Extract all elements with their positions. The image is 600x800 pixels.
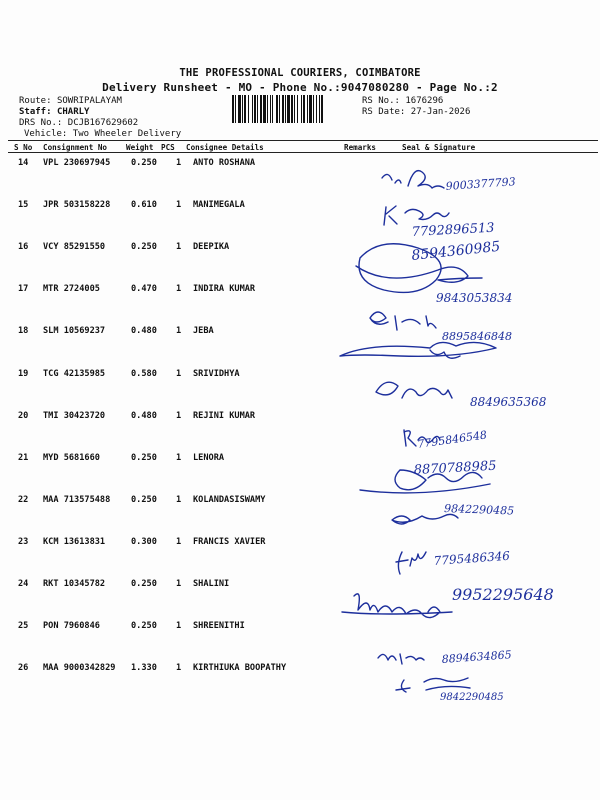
row-sno: 26 — [18, 663, 29, 674]
staff-value: CHARLY — [56, 107, 90, 117]
table-row — [0, 663, 600, 705]
vehicle-value: Two Wheeler Delivery — [72, 129, 182, 139]
handwritten-phone-number: 9003377793 — [445, 175, 517, 193]
row-sno: 23 — [18, 536, 29, 547]
row-sno: 17 — [18, 284, 29, 295]
rs-no-label: RS No.: — [362, 96, 400, 106]
row-consignment-no: PON 7960846 — [43, 621, 100, 632]
handwritten-phone-number: 9842290485 — [440, 692, 504, 703]
row-pcs: 1 — [176, 368, 182, 379]
row-consignee-name: MANIMEGALA — [193, 200, 245, 211]
row-pcs: 1 — [176, 410, 182, 421]
row-sno: 15 — [18, 200, 29, 211]
col-sno: S No — [14, 143, 33, 152]
handwritten-phone-number: 8594360985 — [410, 238, 502, 264]
vehicle-line — [24, 129, 181, 139]
row-sno: 21 — [18, 452, 29, 463]
handwritten-phone-number: 7792896513 — [411, 220, 495, 240]
row-sno: 19 — [18, 368, 29, 379]
row-pcs: 1 — [176, 494, 182, 505]
route-label: Route: — [19, 96, 52, 106]
row-pcs: 1 — [176, 536, 182, 547]
table-row — [0, 326, 600, 368]
row-consignee-name: KOLANDASISWAMY — [193, 494, 266, 505]
runsheet-subtitle: Delivery Runsheet - MO - Phone No.:9047080280 - Page No.:2 — [102, 81, 498, 94]
row-pcs: 1 — [176, 284, 182, 295]
row-consignee-name: JEBA — [193, 326, 214, 337]
row-sno: 16 — [18, 242, 29, 253]
row-consignee-name: SRIVIDHYA — [193, 368, 240, 379]
handwritten-phone-number: 7795486346 — [433, 548, 511, 568]
handwritten-phone-number: 9843053834 — [436, 291, 513, 305]
route-value: SOWRIPALAYAM — [56, 96, 122, 106]
header-bottom-rule — [8, 152, 598, 153]
rs-no-line — [362, 96, 443, 106]
drs-line — [19, 118, 138, 128]
row-weight: 0.480 — [131, 410, 157, 421]
row-sno: 25 — [18, 621, 29, 632]
handwritten-phone-number: 7795846548 — [416, 428, 488, 451]
row-consignment-no: VCY 85291550 — [43, 242, 106, 253]
header-top-rule — [8, 140, 598, 141]
handwritten-phone-number: 8895846848 — [442, 330, 512, 343]
handwritten-phone-number: 8870788985 — [413, 458, 497, 478]
rs-date-label: RS Date: — [362, 107, 406, 117]
row-consignment-no: TCG 42135985 — [43, 368, 106, 379]
row-weight: 0.480 — [131, 326, 157, 337]
table-row — [0, 158, 600, 200]
handwritten-phone-number: 9842290485 — [443, 502, 515, 518]
row-weight: 0.580 — [131, 368, 157, 379]
row-consignment-no: MAA 713575488 — [43, 494, 111, 505]
table-row — [0, 579, 600, 621]
table-row — [0, 284, 600, 326]
drs-label: DRS No.: — [19, 118, 63, 128]
row-pcs: 1 — [176, 242, 182, 253]
row-consignee-name: LENORA — [193, 452, 225, 463]
staff-label: Staff: — [19, 107, 52, 117]
row-consignee-name: FRANCIS XAVIER — [193, 536, 266, 547]
row-weight: 0.250 — [131, 158, 157, 168]
row-consignee-name: SHALINI — [193, 579, 230, 589]
row-weight: 0.610 — [131, 200, 157, 211]
row-consignment-no: TMI 30423720 — [43, 410, 106, 421]
row-consignment-no: MAA 9000342829 — [43, 663, 116, 674]
col-consignee: Consignee Details — [186, 143, 264, 152]
row-weight: 0.250 — [131, 621, 157, 632]
row-sno: 20 — [18, 410, 29, 421]
row-consignment-no: RKT 10345782 — [43, 579, 106, 589]
rs-date-value: 27-Jan-2026 — [410, 107, 471, 117]
table-row — [0, 242, 600, 284]
row-sno: 14 — [18, 158, 29, 168]
row-consignment-no: MYD 5681660 — [43, 452, 100, 463]
row-consignee-name: SHREENITHI — [193, 621, 245, 632]
row-weight: 0.250 — [131, 579, 157, 589]
row-consignment-no: SLM 10569237 — [43, 326, 106, 337]
row-consignee-name: KIRTHIUKA BOOPATHY — [193, 663, 287, 674]
table-row — [0, 369, 600, 411]
row-sno: 24 — [18, 579, 29, 589]
row-pcs: 1 — [176, 452, 182, 463]
row-pcs: 1 — [176, 200, 182, 211]
col-seal-signature: Seal & Signature — [402, 143, 476, 152]
col-remarks: Remarks — [344, 143, 377, 152]
row-consignment-no: KCM 13613831 — [43, 536, 106, 547]
barcode-image — [232, 95, 360, 123]
table-row — [0, 453, 600, 495]
row-sno: 18 — [18, 326, 29, 337]
row-consignee-name: REJINI KUMAR — [193, 410, 256, 421]
company-title: THE PROFESSIONAL COURIERS, COIMBATORE — [179, 67, 421, 79]
row-weight: 0.250 — [131, 494, 157, 505]
row-pcs: 1 — [176, 621, 182, 632]
row-consignee-name: INDIRA KUMAR — [193, 284, 256, 295]
table-row — [0, 621, 600, 663]
row-weight: 0.300 — [131, 536, 157, 547]
row-consignee-name: ANTO ROSHANA — [193, 158, 256, 168]
col-weight: Weight — [126, 143, 154, 152]
row-weight: 0.250 — [131, 452, 157, 463]
vehicle-label: Vehicle: — [24, 129, 68, 139]
row-weight: 0.470 — [131, 284, 157, 295]
row-pcs: 1 — [176, 158, 182, 168]
table-row — [0, 200, 600, 242]
handwritten-phone-number: 8894634865 — [441, 648, 513, 666]
table-row — [0, 495, 600, 537]
row-consignment-no: JPR 503158228 — [43, 200, 111, 211]
row-consignment-no: VPL 230697945 — [43, 158, 111, 168]
handwritten-phone-number: 9952295648 — [452, 585, 554, 604]
row-pcs: 1 — [176, 326, 182, 337]
col-pcs: PCS — [161, 143, 175, 152]
drs-value: DCJB167629602 — [67, 118, 139, 128]
row-pcs: 1 — [176, 663, 182, 674]
col-consignment: Consignment No — [43, 143, 108, 152]
row-weight: 0.250 — [131, 242, 157, 253]
rs-no-value: 1676296 — [405, 96, 444, 106]
row-pcs: 1 — [176, 579, 182, 589]
row-weight: 1.330 — [131, 663, 157, 674]
row-consignment-no: MTR 2724005 — [43, 284, 100, 295]
table-row — [0, 411, 600, 453]
route-line — [19, 96, 122, 106]
staff-line — [19, 107, 89, 117]
row-sno: 22 — [18, 494, 29, 505]
row-consignee-name: DEEPIKA — [193, 242, 230, 253]
table-row — [0, 537, 600, 579]
handwritten-phone-number: 8849635368 — [470, 395, 547, 409]
rs-date-line — [362, 107, 470, 117]
